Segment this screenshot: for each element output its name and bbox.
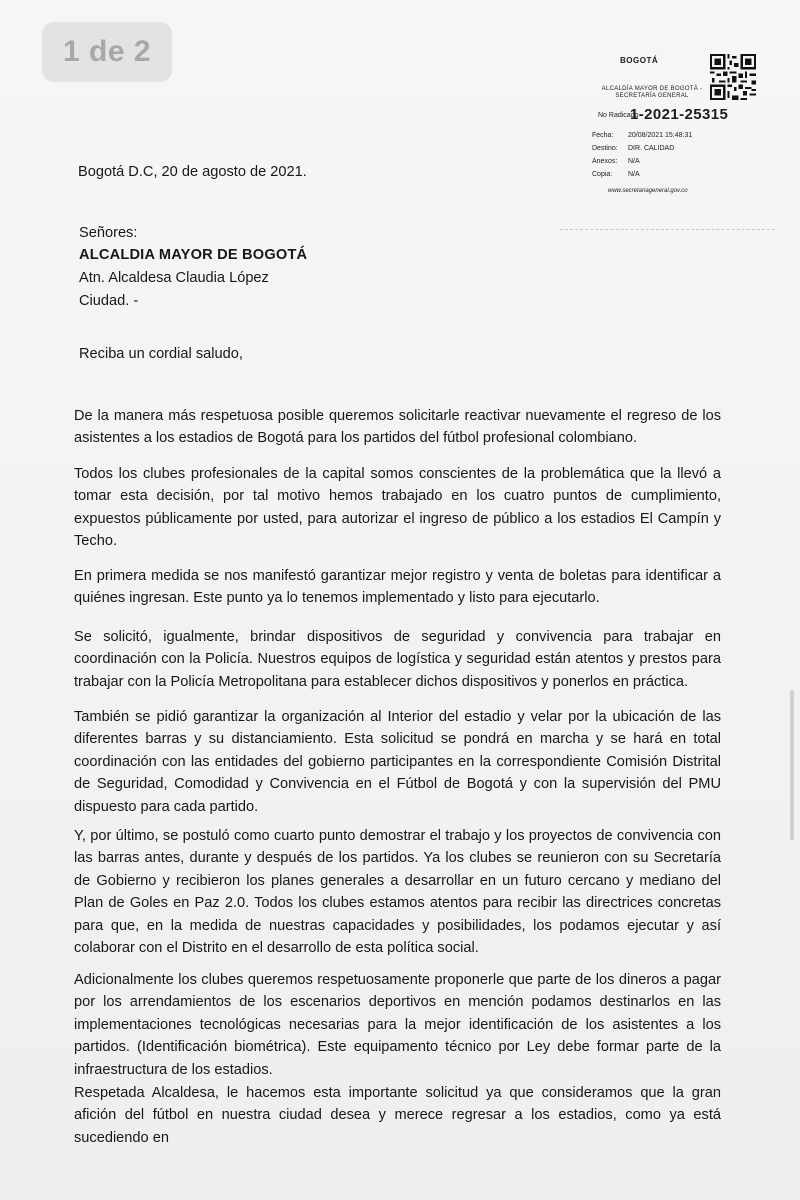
stamp-field-value: N/A (628, 171, 640, 178)
stamp-field-copia (592, 171, 640, 178)
radicado-number: 1-2021-25315 (630, 106, 729, 123)
stamp-field-value: DIR. CALIDAD (628, 145, 675, 152)
stamp-divider (560, 229, 775, 230)
stamp-organization: ALCALDÍA MAYOR DE BOGOTÁ - SECRETARÍA GENERAL (601, 86, 703, 99)
stamp-field-anexos (592, 158, 640, 165)
paragraph: De la manera más respetuosa posible queremos solicitarle reactivar nuevamente el regreso de los asistentes a los estadios de Bogotá para los partidos del fútbol profesional colombiano. (74, 408, 721, 447)
paragraph: Se solicitó, igualmente, brindar dispositivos de seguridad y convivencia para trabajar en coordinación con la Policía. Nuestros equipos de logística y seguridad están atentos y prestos para trabajar con la Policía Metropolitana para establecer dichos dispositivos y ponerlos en práctica. (74, 629, 721, 690)
stamp-field-fecha (592, 132, 693, 139)
stamp-field-value: N/A (628, 158, 640, 165)
city-line: Ciudad. - (79, 293, 139, 309)
paragraph: En primera medida se nos manifestó garantizar mejor registro y venta de boletas para identificar a quiénes ingresan. Este punto ya lo tenemos implementado y listo para ejecutarlo. (74, 568, 721, 607)
stamp-website: www.secretariageneral.gov.co (608, 188, 688, 194)
salutation-to: Señores: (79, 225, 138, 241)
scrollbar[interactable] (790, 690, 794, 840)
paragraph: Adicionalmente los clubes queremos respetuosamente proponerle que parte de los dineros a pagar por los arrendamientos de los escenarios deportivos en mención podamos destinarlos en las implementaciones tecnológicas necesarias para la mejor identificación de los asistentes a los partidos. (Identificación biométrica). Este equipamento técnico por Ley debe formar parte de la infraestructura de los estadios. (74, 972, 721, 1078)
recipient-name: ALCALDIA MAYOR DE BOGOTÁ (79, 247, 308, 263)
stamp-field-label: Anexos: (592, 158, 618, 165)
stamp-field-value: 20/08/2021 15:48:31 (628, 132, 693, 139)
filing-stamp (578, 50, 768, 210)
stamp-field-destino (592, 145, 675, 152)
paragraph: También se pidió garantizar la organización al Interior del estadio y velar por la ubicación de las diferentes barras y su distanciamiento. Esta solicitud se pondrá en marcha y se hará en total coordinación con las entidades del gobierno participantes en la correspondiente Comisión Distrital de Seguridad, Comodidad y Convivencia en el Fútbol de Bogotá y con la supervisión del PMU dispuesto para cada partido. (74, 709, 721, 815)
stamp-field-label: Destino: (592, 145, 618, 152)
stamp-field-label: Copia: (592, 171, 613, 178)
letter-date: Bogotá D.C, 20 de agosto de 2021. (78, 164, 307, 180)
page-indicator: 1 de 2 (42, 22, 172, 82)
paragraph: Todos los clubes profesionales de la capital somos conscientes de la problemática que la llevó a tomar esta decisión, por tal motivo hemos trabajado en los cuatro puntos de cumplimiento, expuestos públicamente por usted, para autorizar el ingreso de público a los estadios El Campín y Techo. (74, 466, 721, 550)
stamp-field-label: Fecha: (592, 132, 614, 139)
radicado-label: No Radicado (598, 112, 639, 119)
attention-line: Atn. Alcaldesa Claudia López (79, 270, 269, 286)
greeting: Reciba un cordial saludo, (79, 346, 243, 362)
bogota-logo: BOGOTÁ (620, 56, 659, 65)
paragraph: Respetada Alcaldesa, le hacemos esta importante solicitud ya que consideramos que la gran afición del fútbol en nuestra ciudad desea y merece regresar a los estadios, como ya está sucediendo en (74, 1085, 721, 1146)
qr-code-icon (710, 54, 756, 100)
paragraph: Y, por último, se postuló como cuarto punto demostrar el trabajo y los proyectos de convivencia con las barras antes, durante y después de los partidos. Ya los clubes se reunieron con su Secretaría de Gobierno y recibieron los planes generales a desarrollar en un futuro cercano y mediano del Plan de Goles en Paz 2.0. Todos los clubes estamos atentos para recibir las directrices concretas para que, en la medida de nuestras capacidades y posibilidades, los podamos ejecutar y así colaborar con el Distrito en el desarrollo de esta política social. (74, 828, 721, 957)
